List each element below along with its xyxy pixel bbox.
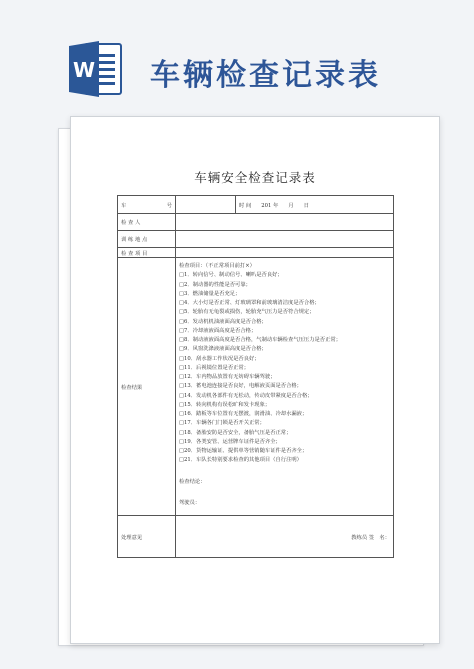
inspection-form-table [117,195,394,558]
check-item-10[interactable]: □10．刮水器工作状况是否良好； [179,355,260,362]
time-label: 时 间 [239,202,252,209]
document-page [70,116,440,644]
form-row-opinion [118,516,394,558]
word-icon [69,38,123,100]
spacer [179,487,390,499]
check-item-19[interactable]: □19．各类安管、运营牌车证件是否齐全； [179,438,281,445]
check-item-9[interactable]: □9．风窗洗涤液液面高度是否合格； [179,346,267,353]
check-item-5[interactable]: □5．轮胎有无龟裂或损伤，轮胎充气压力是否符合规定； [179,309,315,316]
opinion-label: 处理意见 [118,516,176,558]
location-label: 训 练 地 点 [118,231,176,248]
check-item-21[interactable]: □21．车队长特别要求检查的其他项目（自行注明） [179,457,302,464]
check-item-14[interactable]: □14．发动机各部件有无松动，传动皮带紧度是否合格； [179,392,313,399]
car-number-value[interactable] [176,196,236,214]
spacer [179,466,390,478]
banner [0,0,474,110]
form-row-inspector [118,214,394,231]
form-row-items [118,248,394,258]
check-item-11[interactable]: □11．后视镜位置是否正常； [179,364,250,371]
car-number-label-left: 车 [121,202,127,209]
check-item-3[interactable]: □3．燃油储量是否充足； [179,290,241,297]
result-label: 检查结果 [118,258,176,516]
instructor-sign-label: 教练员 签 名： [351,534,390,541]
location-value[interactable] [176,231,394,248]
form-row-car-number [118,196,394,214]
check-items-cell [176,258,394,516]
check-item-6[interactable]: □6．发动机机油液面高度是否合格； [179,318,267,325]
check-item-8[interactable]: □8．制动液液面高度是否合格，气制动车辆检查气压压力是否正常； [179,337,341,343]
check-item-4[interactable]: □4．大小灯是否正常、灯玻璃罩和前玻璃清洁度是否合格； [179,300,320,306]
check-opinion-label: 检查结论： [179,478,206,485]
inspector-value[interactable] [176,214,394,231]
check-item-12[interactable]: □12．车内物品放置有无妨碍车辆驾驶； [179,374,276,380]
driver-sign-label: 驾驶员： [179,499,201,506]
check-item-17[interactable]: □17．车辆各门门锁是否开关正常； [179,420,265,427]
check-item-7[interactable]: □7．冷却液液面高度是否合格； [179,327,257,334]
check-item-13[interactable]: □13．蓄电池连接是否良好，电解液页面是否合格； [179,383,302,390]
check-item-20[interactable]: □20．货物运输证、提供单等营销随车证件是否齐全； [179,448,308,454]
items-value [176,248,394,258]
word-icon-letter: W [72,58,96,82]
time-cell[interactable] [236,196,394,214]
time-month: 月 [288,202,294,209]
car-number-label-right: 号 [166,202,172,209]
check-item-15[interactable]: □15．转向机构有误松旷和发卡现象； [179,401,271,408]
opinion-value[interactable] [176,516,394,558]
form-row-results [118,258,394,516]
check-item-2[interactable]: □2．制动器的性能是否可靠； [179,281,251,288]
items-label: 检 查 项 目 [118,248,176,258]
time-day: 日 [303,202,309,209]
document-title: 车辆安全检查记录表 [194,170,316,185]
checks-header: 检查项目：（不正常项目前打×） [179,263,255,269]
check-item-18[interactable]: □18．备胎安防是否安全，备胎气压是否正常； [179,429,292,436]
car-number-label [118,196,176,214]
check-item-1[interactable]: □1．转向信号、制动信号、喇叭是否良好； [179,272,283,279]
check-item-16[interactable]: □16．踏板等车位置有无摆渡，润滑油、冷却水漏液； [179,411,308,417]
inspector-label: 检 查 人 [118,214,176,231]
banner-title: 车辆检查记录表 [150,58,381,93]
time-year: 201 年 [261,202,279,209]
form-row-location [118,231,394,248]
